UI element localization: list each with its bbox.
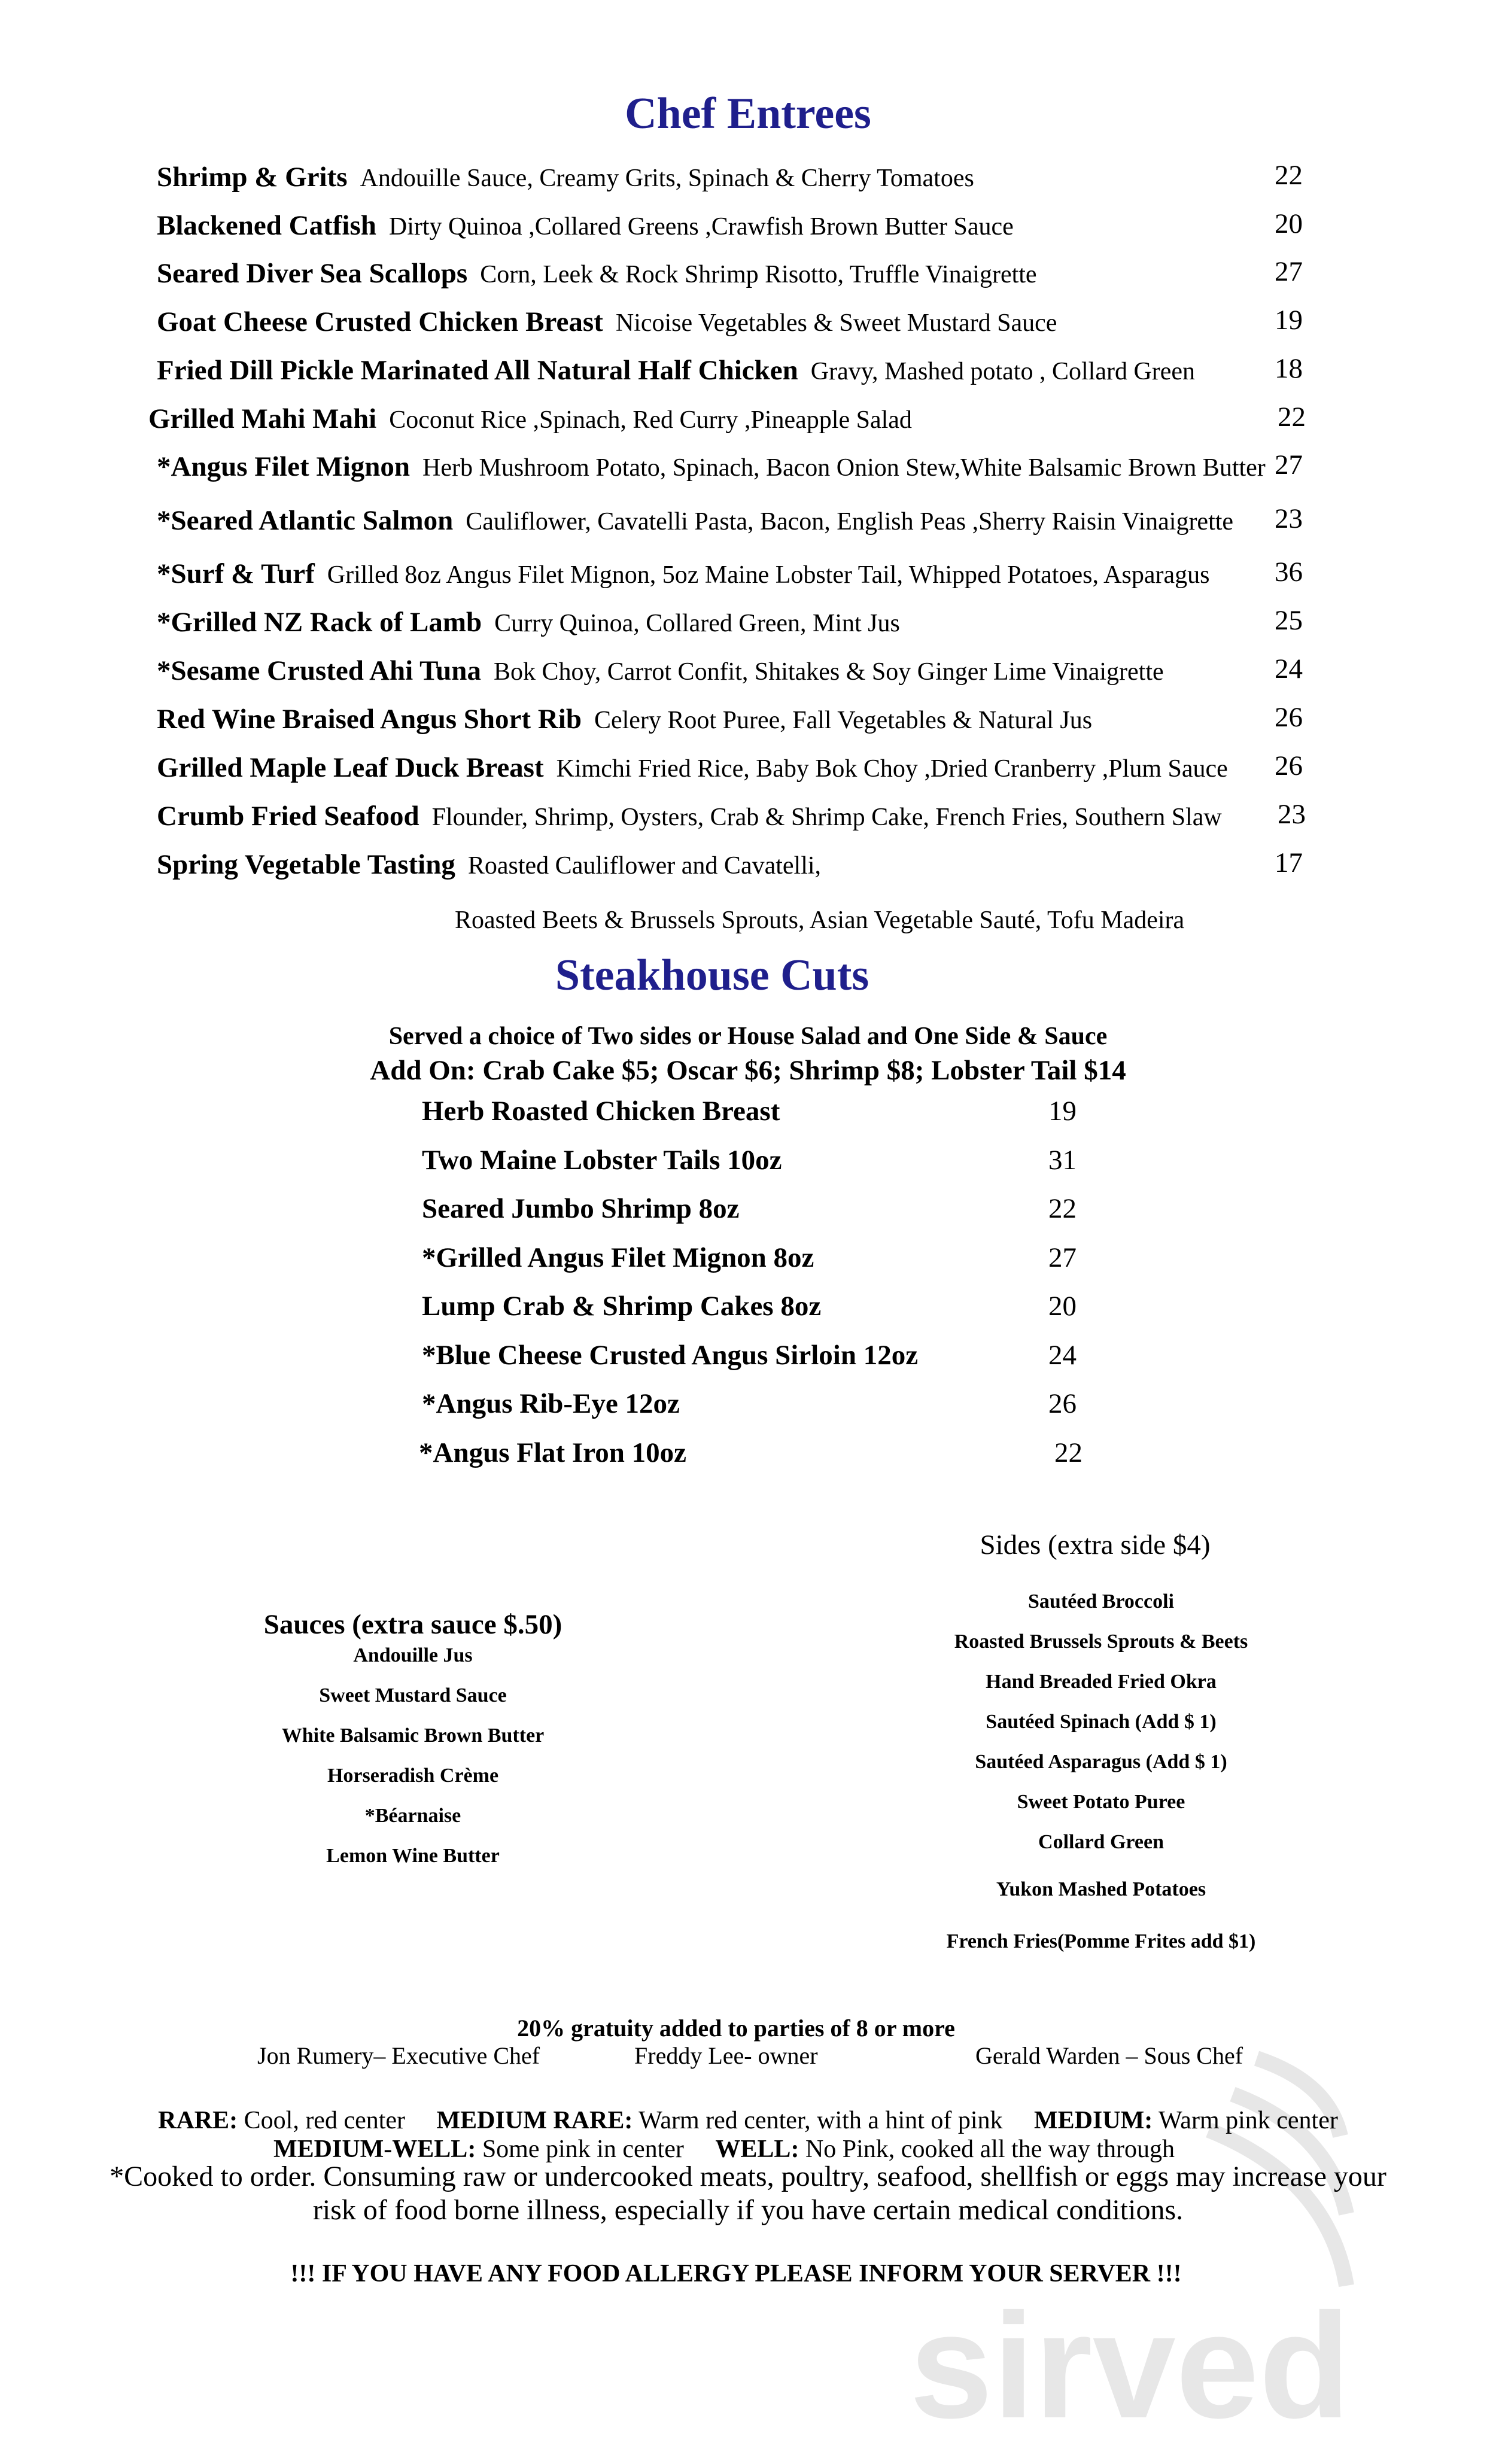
sides-heading: Sides (extra side $4) xyxy=(980,1529,1211,1560)
entree-price: 25 xyxy=(1275,605,1303,636)
doneness-medium-rare-text: Warm red center, with a hint of pink xyxy=(638,2107,1003,2134)
steak-item-price: 19 xyxy=(1048,1096,1077,1127)
entree-description: Cauliflower, Cavatelli Pasta, Bacon, English Peas ,Sherry Raisin Vinaigrette xyxy=(466,508,1234,536)
steak-item-name: Herb Roasted Chicken Breast xyxy=(422,1096,780,1127)
entree-description: Kimchi Fried Rice, Baby Bok Choy ,Dried Cranberry ,Plum Sauce xyxy=(556,755,1228,783)
entree-description: Curry Quinoa, Collared Green, Mint Jus xyxy=(494,610,900,637)
entree-price: 22 xyxy=(1278,401,1306,433)
entree-name: Red Wine Braised Angus Short Rib xyxy=(157,704,582,735)
sauce-item: White Balsamic Brown Butter xyxy=(281,1724,545,1747)
side-item: Roasted Brussels Sprouts & Beets xyxy=(954,1631,1248,1653)
doneness-rare-label: RARE: xyxy=(158,2107,238,2134)
steak-item-name: *Blue Cheese Crusted Angus Sirloin 12oz xyxy=(422,1339,919,1371)
entree-description: Grilled 8oz Angus Filet Mignon, 5oz Maine Lobster Tail, Whipped Potatoes, Asparagus xyxy=(327,561,1210,589)
entree-item xyxy=(157,306,1057,339)
entree-item xyxy=(157,210,1014,242)
entree-price: 26 xyxy=(1275,702,1303,733)
entree-item xyxy=(157,752,1228,784)
side-item: Collard Green xyxy=(1038,1831,1164,1853)
raw-food-warning-line-2: risk of food borne illness, especially if you have certain medical conditions. xyxy=(312,2194,1184,2226)
entree-item xyxy=(157,355,1195,387)
side-item: Sautéed Broccoli xyxy=(1028,1590,1174,1613)
entree-name: *Grilled NZ Rack of Lamb xyxy=(157,607,482,638)
entree-price: 27 xyxy=(1275,449,1303,480)
entree-name: Goat Cheese Crusted Chicken Breast xyxy=(157,306,603,337)
steak-item-price: 26 xyxy=(1048,1388,1077,1419)
entree-price: 27 xyxy=(1275,256,1303,287)
entree-description: Bok Choy, Carrot Confit, Shitakes & Soy Ginger Lime Vinaigrette xyxy=(493,658,1164,686)
addon-note: Add On: Crab Cake $5; Oscar $6; Shrimp $8; Lobster Tail $14 xyxy=(370,1055,1126,1086)
steak-item-price: 27 xyxy=(1048,1242,1077,1273)
entree-price: 23 xyxy=(1278,799,1306,830)
entree-price: 17 xyxy=(1275,847,1303,878)
doneness-well-label: WELL: xyxy=(715,2136,799,2163)
side-item: Hand Breaded Fried Okra xyxy=(986,1671,1217,1693)
entree-description: Coconut Rice ,Spinach, Red Curry ,Pineapple Salad xyxy=(389,406,912,434)
entree-name: *Surf & Turf xyxy=(157,558,315,589)
steak-item-name: *Angus Flat Iron 10oz xyxy=(419,1437,686,1468)
sauce-item: Horseradish Crème xyxy=(327,1765,499,1787)
entree-price: 22 xyxy=(1275,160,1303,191)
entree-item xyxy=(157,558,1209,591)
entree-name: Crumb Fried Seafood xyxy=(157,801,419,832)
steak-item-price: 22 xyxy=(1048,1193,1077,1224)
steak-item-price: 24 xyxy=(1048,1339,1077,1371)
steakhouse-title: Steakhouse Cuts xyxy=(555,951,869,1000)
doneness-medium-well-text: Some pink in center xyxy=(482,2136,684,2163)
sauce-item: Lemon Wine Butter xyxy=(326,1845,500,1867)
doneness-medium-rare-label: MEDIUM RARE: xyxy=(436,2107,633,2134)
entree-item xyxy=(157,607,900,639)
sirved-watermark xyxy=(874,2022,1496,2464)
entree-name: *Sesame Crusted Ahi Tuna xyxy=(157,655,481,686)
entree-item xyxy=(157,849,821,881)
doneness-medium-text: Warm pink center xyxy=(1159,2107,1338,2134)
side-item: Sweet Potato Puree xyxy=(1017,1791,1185,1813)
entree-description: Celery Root Puree, Fall Vegetables & Natural Jus xyxy=(594,707,1093,734)
staff-sous-chef: Gerald Warden – Sous Chef xyxy=(975,2042,1243,2069)
entree-price: 36 xyxy=(1275,556,1303,588)
raw-food-warning-line-1: *Cooked to order. Consuming raw or undercooked meats, poultry, seafood, shellfish or eggs may increase your xyxy=(110,2161,1386,2192)
entree-item xyxy=(157,162,974,194)
steak-item-name: Lump Crab & Shrimp Cakes 8oz xyxy=(422,1291,822,1322)
served-note: Served a choice of Two sides or House Salad and One Side & Sauce xyxy=(388,1023,1108,1050)
entree-item xyxy=(157,258,1037,290)
entree-item xyxy=(157,704,1092,736)
doneness-medium-label: MEDIUM: xyxy=(1033,2107,1153,2134)
entree-description: Flounder, Shrimp, Oysters, Crab & Shrimp Cake, French Fries, Southern Slaw xyxy=(431,804,1222,831)
steak-item-price: 31 xyxy=(1048,1144,1077,1176)
staff-executive-chef: Jon Rumery– Executive Chef xyxy=(257,2042,540,2069)
entree-name: Grilled Maple Leaf Duck Breast xyxy=(157,752,544,783)
entree-price: 23 xyxy=(1275,503,1303,534)
entree-item xyxy=(157,451,1266,483)
steak-item-name: *Grilled Angus Filet Mignon 8oz xyxy=(422,1242,814,1273)
entree-continuation: Roasted Beets & Brussels Sprouts, Asian Vegetable Sauté, Tofu Madeira xyxy=(455,906,1185,934)
entree-description: Roasted Cauliflower and Cavatelli, xyxy=(467,852,822,880)
side-item: Sautéed Spinach (Add $ 1) xyxy=(986,1711,1217,1733)
doneness-well-text: No Pink, cooked all the way through xyxy=(805,2136,1175,2163)
steak-item-name: *Angus Rib-Eye 12oz xyxy=(422,1388,680,1419)
entree-item xyxy=(157,801,1222,833)
entree-name: Grilled Mahi Mahi xyxy=(148,403,377,434)
entree-description: Herb Mushroom Potato, Spinach, Bacon Onion Stew,White Balsamic Brown Butter xyxy=(422,454,1266,482)
entree-description: Gravy, Mashed potato , Collard Green xyxy=(810,358,1196,385)
entree-name: Seared Diver Sea Scallops xyxy=(157,258,468,289)
entree-name: Fried Dill Pickle Marinated All Natural Half Chicken xyxy=(157,355,798,386)
staff-owner: Freddy Lee- owner xyxy=(634,2042,818,2069)
entree-price: 19 xyxy=(1275,305,1303,336)
entree-item xyxy=(148,403,912,436)
side-item: Sautéed Asparagus (Add $ 1) xyxy=(975,1751,1227,1773)
gratuity-note: 20% gratuity added to parties of 8 or more xyxy=(517,2015,955,2042)
entree-description: Andouille Sauce, Creamy Grits, Spinach & Cherry Tomatoes xyxy=(360,165,974,192)
entree-name: Blackened Catfish xyxy=(157,210,376,241)
steak-item-name: Seared Jumbo Shrimp 8oz xyxy=(422,1193,740,1224)
entree-price: 18 xyxy=(1275,353,1303,384)
entree-name: *Seared Atlantic Salmon xyxy=(157,505,454,536)
watermark-text: sirved xyxy=(910,2282,1351,2449)
chef-entrees-title: Chef Entrees xyxy=(625,89,871,138)
side-item: French Fries(Pomme Frites add $1) xyxy=(946,1930,1256,1952)
entree-name: *Angus Filet Mignon xyxy=(157,451,411,482)
entree-description: Corn, Leek & Rock Shrimp Risotto, Truffle Vinaigrette xyxy=(480,261,1037,288)
sauces-heading: Sauces (extra sauce $.50) xyxy=(263,1609,562,1640)
sauce-item: Sweet Mustard Sauce xyxy=(319,1684,507,1706)
entree-price: 20 xyxy=(1275,208,1303,239)
steak-item-price: 20 xyxy=(1048,1291,1077,1322)
entree-price: 26 xyxy=(1275,750,1303,781)
steak-item-name: Two Maine Lobster Tails 10oz xyxy=(422,1144,782,1176)
entree-item xyxy=(157,655,1164,688)
doneness-line-2 xyxy=(0,2135,1472,2164)
entree-description: Dirty Quinoa ,Collared Greens ,Crawfish Brown Butter Sauce xyxy=(388,213,1014,241)
doneness-medium-well-label: MEDIUM-WELL: xyxy=(273,2136,476,2163)
entree-name: Shrimp & Grits xyxy=(157,162,348,193)
allergy-notice: !!! IF YOU HAVE ANY FOOD ALLERGY PLEASE INFORM YOUR SERVER !!! xyxy=(290,2260,1182,2287)
side-item: Yukon Mashed Potatoes xyxy=(996,1878,1206,1900)
entree-item xyxy=(157,505,1233,537)
sauce-item: *Béarnaise xyxy=(364,1805,461,1827)
entree-description: Nicoise Vegetables & Sweet Mustard Sauce xyxy=(615,309,1057,337)
doneness-line-1 xyxy=(0,2106,1496,2135)
entree-price: 24 xyxy=(1275,653,1303,685)
steak-item-price: 22 xyxy=(1054,1437,1083,1468)
sauce-item: Andouille Jus xyxy=(353,1644,473,1666)
entree-name: Spring Vegetable Tasting xyxy=(157,849,455,880)
doneness-rare-text: Cool, red center xyxy=(244,2107,406,2134)
